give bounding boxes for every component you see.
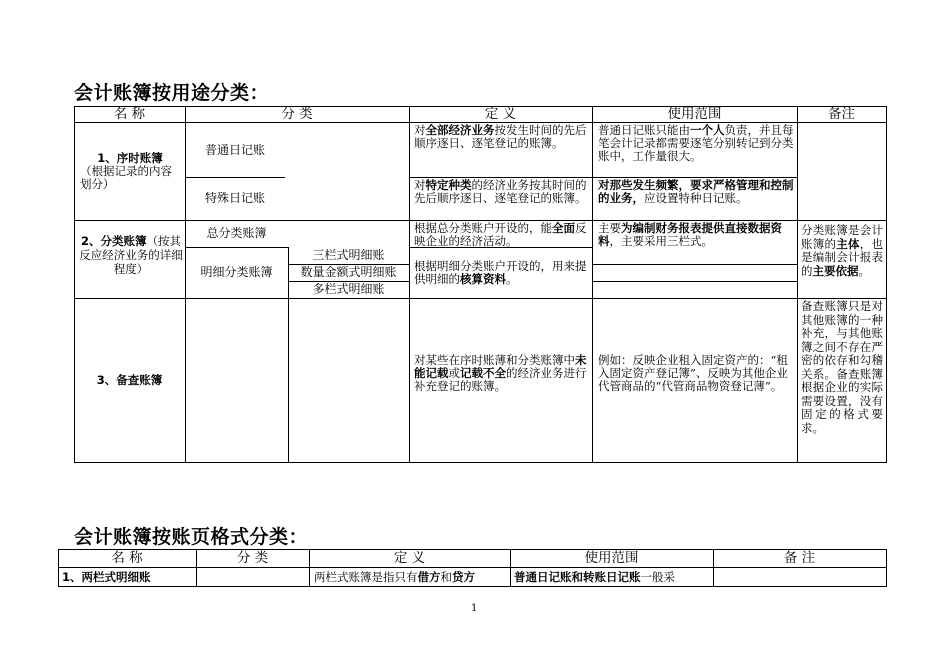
row1-sub2-definition: 对特定种类的经济业务按其时间的先后顺序逐日、逐笔登记的账簿。 [414,179,587,205]
row2-sub1-usage: 主要为编制财务报表提供直接数据资料，主要采用三栏式。 [598,222,782,248]
row2-sub2-label: 明细分类账簿 [200,266,273,279]
row2-type-quantity-amount: 数量金额式明细账 [300,266,397,279]
row1-sub1-usage: 普通日记账只能由一个人负责，并且每笔会计记录都需要逐笔分别转记到分类账中，工作量很大。 [598,124,794,163]
row2-sub1-label: 总分类账簿 [206,227,267,240]
row2-sub1-definition: 根据总分类账户开设的，能全面反映企业的经济活动。 [414,222,587,247]
row2-name: 2、分类账簿（按其反应经济业务的详细程度） [79,234,183,276]
row1-sub1-definition: 对全部经济业务按发生时间的先后顺序逐日、逐笔登记的账簿。 [414,124,587,150]
row1-name: 1、序时账簿 （根据记录的内容划分） [80,152,172,191]
row3-name: 3、备查账簿 [96,374,163,387]
section1-title: 会计账簿按用途分类： [74,82,270,104]
t1-header-usage: 使用范围 [667,106,722,122]
t2-row1-name: 1、两栏式明细账 [62,571,151,584]
t1-header-category: 分 类 [281,106,313,122]
row2-type-multi-column: 多栏式明细账 [312,283,385,296]
page-number: 1 [471,603,478,614]
t1-header-definition: 定 义 [484,106,517,122]
t2-header-usage: 使用范围 [584,550,639,566]
t2-header-name: 名 称 [111,550,143,566]
row2-type-three-column: 三栏式明细账 [312,249,385,262]
row2-remark: 分类账簿是会计账簿的主体，也是编制会计报表的主要依据。 [801,224,883,278]
row1-sub1-label: 普通日记账 [204,144,265,157]
row1-sub2-label: 特殊日记账 [204,192,265,205]
section2-title: 会计账簿按账页格式分类： [74,526,309,548]
t2-header-definition: 定 义 [393,550,426,566]
t2-row1-usage: 普通日记账和转账日记账一般采 [514,571,675,584]
t1-header-name: 名 称 [113,106,146,122]
row3-usage: 例如：反映企业租入固定资产的：“租入固定资产登记簿”、反映为其他企业代管商品的“代管商品物资登记薄”。 [598,354,788,393]
t2-header-category: 分 类 [236,550,269,566]
row1-sub2-usage: 对那些发生频繁，要求严格管理和控制的业务，应设置特种日记账。 [598,179,794,205]
t2-row1-definition: 两栏式账簿是指只有借方和贷方 [314,571,475,584]
t1-header-remark: 备注 [828,106,855,122]
t2-header-remark: 备 注 [783,550,816,566]
row3-definition: 对某些在序时账薄和分类账簿中未能记载或记载不全的经济业务进行补充登记的账簿。 [414,354,587,393]
row2-sub2-definition: 根据明细分类账户开设的，用来提供明细的核算资料。 [414,260,587,286]
row3-remark: 备查账簿只是对其他账簿的一种补充，与其他账簿之间不存在严密的依存和勾稽关系。备查账簿根据企业的实际需要设置，没有固定的格式要求。 [801,300,883,435]
